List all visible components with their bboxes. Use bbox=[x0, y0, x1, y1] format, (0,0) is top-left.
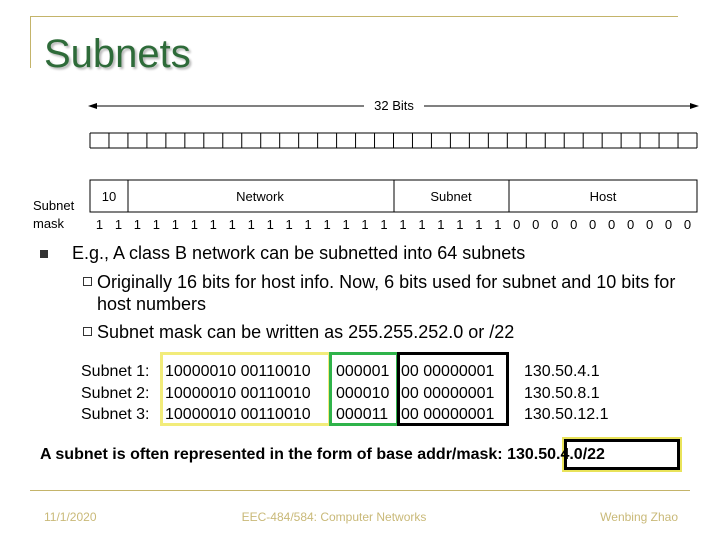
footer-rule bbox=[30, 490, 690, 491]
subnet-row-network-bits: 10000010 00110010 bbox=[165, 385, 311, 402]
mask-bit: 1 bbox=[475, 217, 483, 232]
field-subnet: Subnet bbox=[430, 189, 472, 204]
mask-bit: 0 bbox=[664, 217, 673, 232]
subnet-row-address: 130.50.4.1 bbox=[524, 363, 600, 380]
sub-bullet-box-icon bbox=[83, 277, 92, 286]
mask-bit: 1 bbox=[171, 217, 179, 232]
mask-bit: 1 bbox=[95, 217, 104, 232]
mask-bit: 0 bbox=[570, 217, 578, 232]
mask-bit: 1 bbox=[228, 217, 236, 232]
mask-label-line1: Subnet bbox=[33, 198, 75, 213]
subnet-row-subnet-bits: 000001 bbox=[336, 363, 390, 380]
subnet-diagram bbox=[0, 0, 720, 240]
slide-title: Subnets bbox=[44, 32, 191, 76]
footer-author: Wenbing Zhao bbox=[600, 510, 678, 524]
mask-bit: 1 bbox=[114, 217, 123, 232]
field-class-bits: 10 bbox=[101, 189, 117, 204]
subnet-row-host-bits: 00 00000001 bbox=[401, 385, 495, 402]
subnet-row-address: 130.50.12.1 bbox=[524, 406, 609, 423]
subnet-row-label: Subnet 1: bbox=[81, 363, 150, 380]
mask-bit: 1 bbox=[494, 217, 502, 232]
subnet-row-label: Subnet 3: bbox=[81, 406, 150, 423]
mask-bit: 0 bbox=[626, 217, 635, 232]
mask-bit: 1 bbox=[323, 217, 331, 232]
mask-bit: 0 bbox=[532, 217, 540, 232]
mask-bit: 0 bbox=[645, 217, 654, 232]
subnet-row-host-bits: 00 00000001 bbox=[401, 406, 495, 423]
mask-bit: 1 bbox=[133, 217, 142, 232]
mask-bit: 1 bbox=[418, 217, 426, 232]
sub-bullet-2-text: Subnet mask can be written as 255.255.252.0 or /22 bbox=[97, 322, 515, 342]
subnet-row-network-bits: 10000010 00110010 bbox=[165, 406, 311, 423]
bits-label: 32 Bits bbox=[374, 98, 414, 113]
mask-bit: 1 bbox=[266, 217, 274, 232]
bullet-square-icon bbox=[40, 250, 48, 258]
mask-bit: 1 bbox=[285, 217, 293, 232]
mask-bit: 1 bbox=[247, 217, 255, 232]
sub-bullet-1-text: Originally 16 bits for host info. Now, 6 bits used for subnet and 10 bits for host numbers bbox=[97, 272, 676, 314]
mask-bit: 1 bbox=[399, 217, 407, 232]
field-network: Network bbox=[236, 189, 284, 204]
mask-bit: 0 bbox=[551, 217, 559, 232]
bit-ticks bbox=[90, 133, 697, 148]
subnet-row-subnet-bits: 000010 bbox=[336, 385, 390, 402]
mask-bit: 1 bbox=[304, 217, 312, 232]
subnet-row-address: 130.50.8.1 bbox=[524, 385, 600, 402]
mask-bit: 1 bbox=[380, 217, 388, 232]
mask-bit: 1 bbox=[190, 217, 198, 232]
subnet-row-label: Subnet 2: bbox=[81, 385, 150, 402]
footer-date: 11/1/2020 bbox=[44, 510, 97, 524]
mask-label-line2: mask bbox=[33, 216, 65, 231]
bullet-main-text: E.g., A class B network can be subnetted into 64 subnets bbox=[72, 243, 526, 263]
mask-bit: 0 bbox=[589, 217, 597, 232]
mask-bit: 1 bbox=[209, 217, 217, 232]
mask-bit: 1 bbox=[342, 217, 350, 232]
sub-bullet-box-icon bbox=[83, 327, 92, 336]
footer-course: EEC-484/584: Computer Networks bbox=[241, 510, 427, 524]
mask-bit: 0 bbox=[513, 217, 521, 232]
conclusion-text: A subnet is often represented in the form of base addr/mask: bbox=[40, 446, 503, 463]
subnet-row-host-bits: 00 00000001 bbox=[401, 363, 495, 380]
bits-arrow-head-right bbox=[690, 103, 699, 109]
mask-bit: 0 bbox=[683, 217, 692, 232]
subnet-row-subnet-bits: 000011 bbox=[336, 406, 389, 423]
mask-bits bbox=[96, 217, 691, 232]
subnet-row-network-bits: 10000010 00110010 bbox=[165, 363, 311, 380]
bits-arrow-head-left bbox=[88, 103, 97, 109]
mask-bit: 1 bbox=[437, 217, 445, 232]
field-host: Host bbox=[589, 189, 617, 204]
mask-bit: 1 bbox=[456, 217, 464, 232]
mask-bit: 1 bbox=[152, 217, 161, 232]
mask-bit: 0 bbox=[608, 217, 616, 232]
mask-bit: 1 bbox=[361, 217, 369, 232]
conclusion-value: 130.50.4.0/22 bbox=[507, 446, 605, 463]
conclusion-line bbox=[40, 446, 605, 464]
